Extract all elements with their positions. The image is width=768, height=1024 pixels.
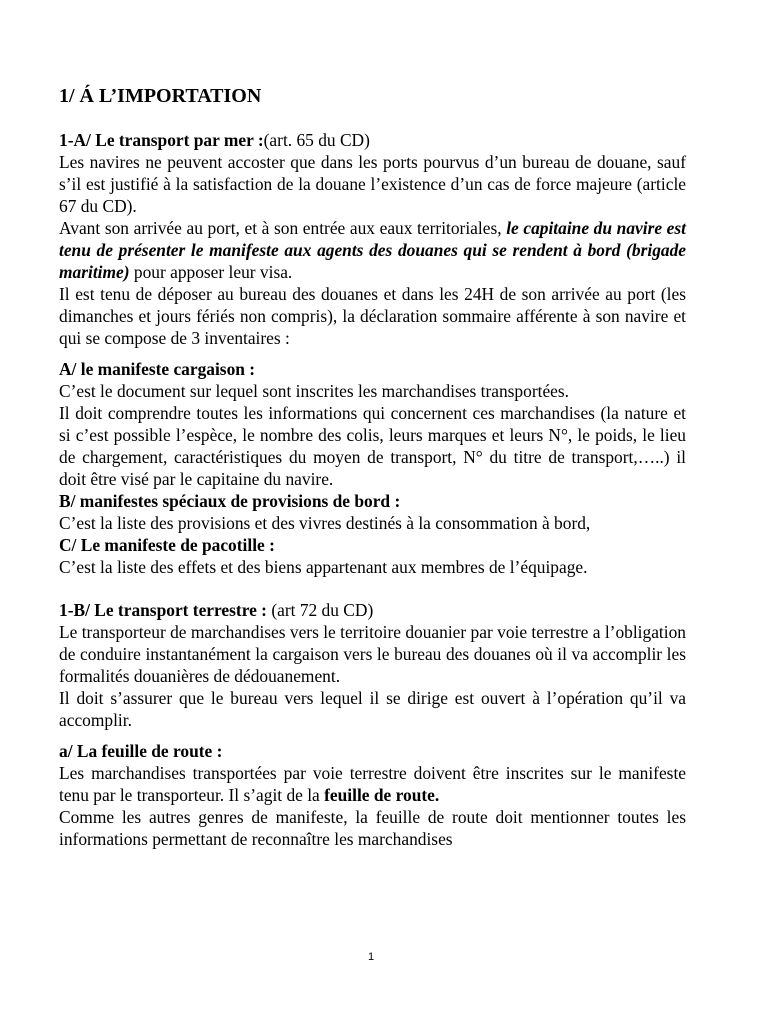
manifest-a-paragraph-2: Il doit comprendre toutes les informations qui concernent ces marchandises (la nature et si c’est possible l’espèce, le nombre des colis, leurs marques et leurs N°, le poids, le lieu de chargement, caractéristiques du moyen de transport, N° du titre de transport,…..) il doit être visé par le capitaine du navire.: [59, 403, 686, 489]
manifest-a-paragraph-1: C’est le document sur lequel sont inscrites les marchandises transportées.: [59, 381, 569, 401]
p2-end: pour apposer leur visa.: [129, 262, 293, 282]
document-body: [59, 84, 686, 850]
section-1a-paragraph-2: [59, 217, 686, 283]
manifest-b-heading: [59, 490, 686, 512]
feuille-p1-start: Les marchandises transportées par voie terrestre doivent être inscrites sur le manifeste tenu par le transporteur. Il s’agit de la: [59, 763, 686, 805]
manifest-c-heading: [59, 534, 686, 556]
manifest-c-title: C/ Le manifeste de pacotille :: [59, 535, 275, 555]
section-1b-heading: [59, 599, 686, 621]
manifest-b-paragraph-1: C’est la liste des provisions et des vivres destinés à la consommation à bord,: [59, 513, 591, 533]
manifest-b-title: B/ manifestes spéciaux de provisions de bord :: [59, 491, 401, 511]
main-heading: 1/ Á L’IMPORTATION: [59, 85, 262, 107]
feuille-heading: [59, 740, 686, 762]
section-1a-heading: [59, 129, 686, 151]
section-1a-title: 1-A/ Le transport par mer :: [59, 130, 264, 150]
p2-start: Avant son arrivée au port, et à son entrée aux eaux territoriales,: [59, 218, 507, 238]
page-number: 1: [367, 951, 375, 963]
section-1b-title: 1-B/ Le transport terrestre :: [59, 600, 267, 620]
section-1b-paragraph-1: Le transporteur de marchandises vers le territoire douanier par voie terrestre a l’obligation de conduire instantanément la cargaison vers le bureau des douanes où il va accomplir les formalités douanières de dédouanement.: [59, 622, 686, 686]
section-1a-paragraph-1: Les navires ne peuvent accoster que dans les ports pourvus d’un bureau de douane, sauf s’il est justifié à la satisfaction de la douane l’existence d’un cas de force majeure (article 67 du CD).: [59, 152, 686, 216]
section-1a-ref: (art. 65 du CD): [263, 130, 370, 150]
feuille-paragraph-1: [59, 762, 686, 806]
section-1a-paragraph-3: Il est tenu de déposer au bureau des douanes et dans les 24H de son arrivée au port (les dimanches et jours fériés non compris), la déclaration sommaire afférente à son navire et qui se compose de 3 inventaires :: [59, 284, 686, 348]
section-1b-paragraph-2: Il doit s’assurer que le bureau vers lequel il se dirige est ouvert à l’opération qu’il va accomplir.: [59, 688, 686, 730]
manifest-a-heading: [59, 358, 686, 380]
feuille-title: a/ La feuille de route :: [59, 741, 223, 761]
p2-emphasis: le capitaine du navire est tenu de présenter le manifeste aux agents des douanes qui se rendent à bord (brigade maritime): [59, 218, 686, 282]
manifest-a-title: A/ le manifeste cargaison :: [59, 359, 256, 379]
feuille-p1-emphasis: feuille de route.: [324, 785, 440, 805]
feuille-paragraph-2: Comme les autres genres de manifeste, la feuille de route doit mentionner toutes les informations permettant de reconnaître les marchandises: [59, 807, 686, 849]
manifest-c-paragraph-1: C’est la liste des effets et des biens appartenant aux membres de l’équipage.: [59, 557, 588, 577]
section-1b-ref: (art 72 du CD): [266, 600, 374, 620]
